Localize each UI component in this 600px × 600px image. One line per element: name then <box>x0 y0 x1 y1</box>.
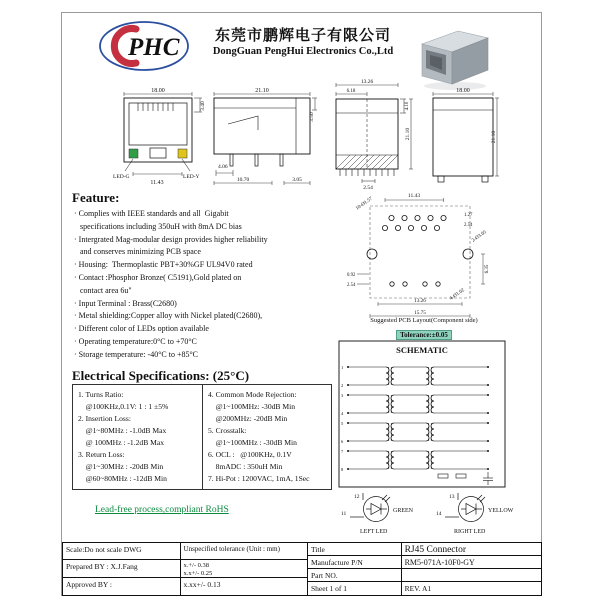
dim-front-width: 18.00 <box>151 88 165 94</box>
company-name-cn: 东莞市鹏辉电子有限公司 <box>214 28 391 44</box>
titleblock-tolerance-values <box>181 560 308 577</box>
spec-line: @ 100MHz : -1.2dB Max <box>78 438 165 447</box>
spec-line: @1~100MHz : -30dB Min <box>208 438 297 447</box>
spec-line: @60~80MHz : -12dB Min <box>78 474 167 483</box>
pcb-holes <box>367 215 473 286</box>
pcb-caption-block <box>346 317 502 342</box>
titleblock-mpn-label: Manufacture P/N <box>308 556 402 569</box>
feature-item: contact area 6u" <box>74 285 132 295</box>
led-pin-11: 11 <box>341 511 347 517</box>
feature-list <box>74 208 336 362</box>
spec-line: 3. Return Loss: <box>78 450 125 459</box>
feature-item: · Different color of LEDs option available <box>74 324 209 334</box>
rohs-note: Lead-free process,compliant RoHS <box>95 505 229 515</box>
connector-photo <box>410 24 496 92</box>
dim-top-width2: 6.18 <box>346 89 356 94</box>
titleblock-col-labels <box>308 543 402 595</box>
pcb-dim-top: 11.43 <box>407 193 421 199</box>
dim-top-d2: 2.54 <box>363 185 373 191</box>
front-view-drawing <box>112 84 207 189</box>
spec-line: @1~100MHz: -30dB Min <box>208 402 296 411</box>
dim-side-d2: 10.70 <box>236 177 250 183</box>
schematic-title: SCHEMATIC <box>396 345 448 355</box>
pcb-holes-pins-label: 10-Ø1.57 <box>355 196 374 212</box>
spec-line: 2. Insertion Loss: <box>78 414 131 423</box>
left-led-label: LEFT LED <box>360 529 388 535</box>
titleblock-sheet: Sheet 1 of 1 <box>308 582 402 595</box>
schematic-pin-label: 3 <box>341 393 344 398</box>
pcb-dim-bottom2: 15.75 <box>414 310 426 316</box>
spec-line: @200MHz: -20dB Min <box>208 414 288 423</box>
titleblock-title-value: RJ45 Connector <box>402 543 541 556</box>
titleblock-title-label: Title <box>308 543 402 556</box>
dim-side-d3: 3.05 <box>292 177 302 183</box>
schematic-pin-label: 7 <box>341 449 344 454</box>
titleblock-scale: Scale:Do not scale DWG <box>63 543 181 560</box>
pcb-holes-posts-label: 2-Ø3.05 <box>471 230 488 244</box>
dim-rear-height: 21.10 <box>491 130 497 144</box>
titleblock-tol1: x.+/- 0.38 <box>183 562 210 570</box>
feature-item: · Operating temperature:0°C to +70°C <box>74 336 197 346</box>
titleblock-col-tolerances <box>181 543 308 595</box>
spec-line: @1~30MHz : -20dB Min <box>78 462 164 471</box>
led-g-label: LED-G <box>113 174 130 180</box>
dim-front-height: 3.40 <box>200 101 206 111</box>
dim-side-d1: 4.06 <box>218 164 228 170</box>
spec-line: 8mADC : 350uH Min <box>208 462 283 471</box>
electrical-spec-heading: Electrical Specifications: (25°C) <box>72 368 250 383</box>
pcb-tolerance-badge: Tolerance:±0.05 <box>396 330 452 340</box>
side-view-drawing <box>208 84 320 189</box>
green-led-square <box>129 149 138 158</box>
spec-line: 5. Crosstalk: <box>208 426 247 435</box>
led-pin-13: 13 <box>449 494 455 500</box>
spec-line: @1~80MHz : -1.0dB Max <box>78 426 167 435</box>
led-y-label: LED-Y <box>183 174 200 180</box>
feature-item: · Contact :Phosphor Bronze( C5191),Gold plated on <box>74 272 242 282</box>
led-pin-12: 12 <box>354 494 360 500</box>
feature-item: · Intergrated Mag-modular design provides higher reliability <box>74 234 268 244</box>
titleblock-tolerance-header: Unspecified tolerance (Unit : mm) <box>181 543 308 560</box>
rear-view-drawing <box>424 84 502 189</box>
feature-item: · Complies with IEEE standards and all Gigabit <box>74 209 229 218</box>
right-led-label: RIGHT LED <box>454 529 486 535</box>
feature-item: · Metal shielding:Copper alloy with Nickel plated(C2680), <box>74 311 263 321</box>
schematic-pin-label: 6 <box>341 439 344 444</box>
titleblock-part-label: Part NO. <box>308 569 402 582</box>
pcb-dim-left2: 2.54 <box>347 283 356 288</box>
feature-item: · Storage temperature: -40°C to +85°C <box>74 349 198 359</box>
titleblock-col-approvals <box>63 543 181 595</box>
titleblock-tol2: x.x+/- 0.25 <box>183 569 213 577</box>
pcb-dim-right1: 6.35 <box>485 264 490 274</box>
title-block <box>62 542 542 596</box>
schematic-pin-label: 1 <box>341 365 344 370</box>
pcb-caption: Suggested PCB Layout(Component side) <box>370 317 478 324</box>
dim-side-width: 21.10 <box>255 88 269 94</box>
company-name-en: DongGuan PengHui Electronics Co.,Ltd <box>212 46 394 57</box>
pcb-holes-led-label: 4-Ø1.02 <box>449 288 466 302</box>
schematic-pin-label: 5 <box>341 421 344 426</box>
spec-line: 7. Hi-Pot : 1200VAC, 1mA, 1Sec <box>208 474 310 483</box>
schematic-pin-label: 8 <box>341 467 344 472</box>
feature-item: and conserves minimizing PCB space <box>74 247 201 257</box>
dim-side-tab: 3.50 <box>309 112 315 122</box>
led-green-label: GREEN <box>393 508 413 514</box>
titleblock-approved: Approved BY : <box>63 578 181 595</box>
dim-top-width: 13.26 <box>360 79 374 85</box>
schematic-pin-dots <box>347 366 489 470</box>
dim-top-height: 21.10 <box>405 127 411 141</box>
titleblock-col-values <box>402 543 541 595</box>
titleblock-tol3: x.xx+/- 0.13 <box>181 578 308 595</box>
schematic-pin-label: 2 <box>341 383 344 388</box>
spec-line: @100KHz,0.1V: 1 : 1 ±5% <box>78 402 169 411</box>
led-pin-14: 14 <box>436 511 442 517</box>
feature-heading: Feature: <box>72 190 120 205</box>
dim-led-pitch: 11.43 <box>150 180 164 186</box>
titleblock-mpn-value: RM5-071A-10F0-GY <box>402 556 541 569</box>
electrical-spec-left-col <box>73 385 202 489</box>
schematic-pin-label: 4 <box>341 411 344 416</box>
yellow-led-square <box>178 149 187 158</box>
feature-item: · Input Terminal : Brass(C2680) <box>74 298 177 308</box>
led-circuit-drawing <box>330 489 530 535</box>
titleblock-rev: REV. A1 <box>404 584 432 594</box>
titleblock-prepared: Prepared BY : X.J.Fang <box>63 560 181 577</box>
spec-line: 1. Turns Ratio: <box>78 390 124 399</box>
electrical-spec-box <box>72 384 332 490</box>
dim-rear-width: 18.00 <box>456 88 470 94</box>
logo-text: PHC <box>128 34 180 61</box>
top-view-drawing <box>322 77 414 193</box>
feature-item: · Housing: Thermoplastic PBT+30%GF UL94V0 rated <box>74 260 253 270</box>
pcb-dim-pitch2: 2.54 <box>464 223 473 228</box>
spec-line: 6. OCL : @100KHz, 0.1V <box>208 450 292 459</box>
company-logo <box>98 20 190 72</box>
feature-item: specifications including 350uH with 8mA DC bias <box>74 221 242 231</box>
spec-line: 4. Common Mode Rejection: <box>208 390 297 399</box>
schematic-transformers <box>386 367 434 469</box>
pcb-dim-bottom1: 13.26 <box>414 298 426 304</box>
pcb-dim-pitch1: 1.27 <box>464 213 473 218</box>
titleblock-part-value <box>402 569 541 582</box>
dim-top-d1: 4.10 <box>405 101 410 111</box>
schematic-drawing <box>338 340 506 488</box>
schematic-wires <box>348 367 493 485</box>
pcb-dim-left1: 0.92 <box>347 273 356 278</box>
led-yellow-label: YELLOW <box>488 508 514 514</box>
pcb-layout-drawing <box>345 190 500 322</box>
electrical-spec-right-col <box>202 385 331 489</box>
